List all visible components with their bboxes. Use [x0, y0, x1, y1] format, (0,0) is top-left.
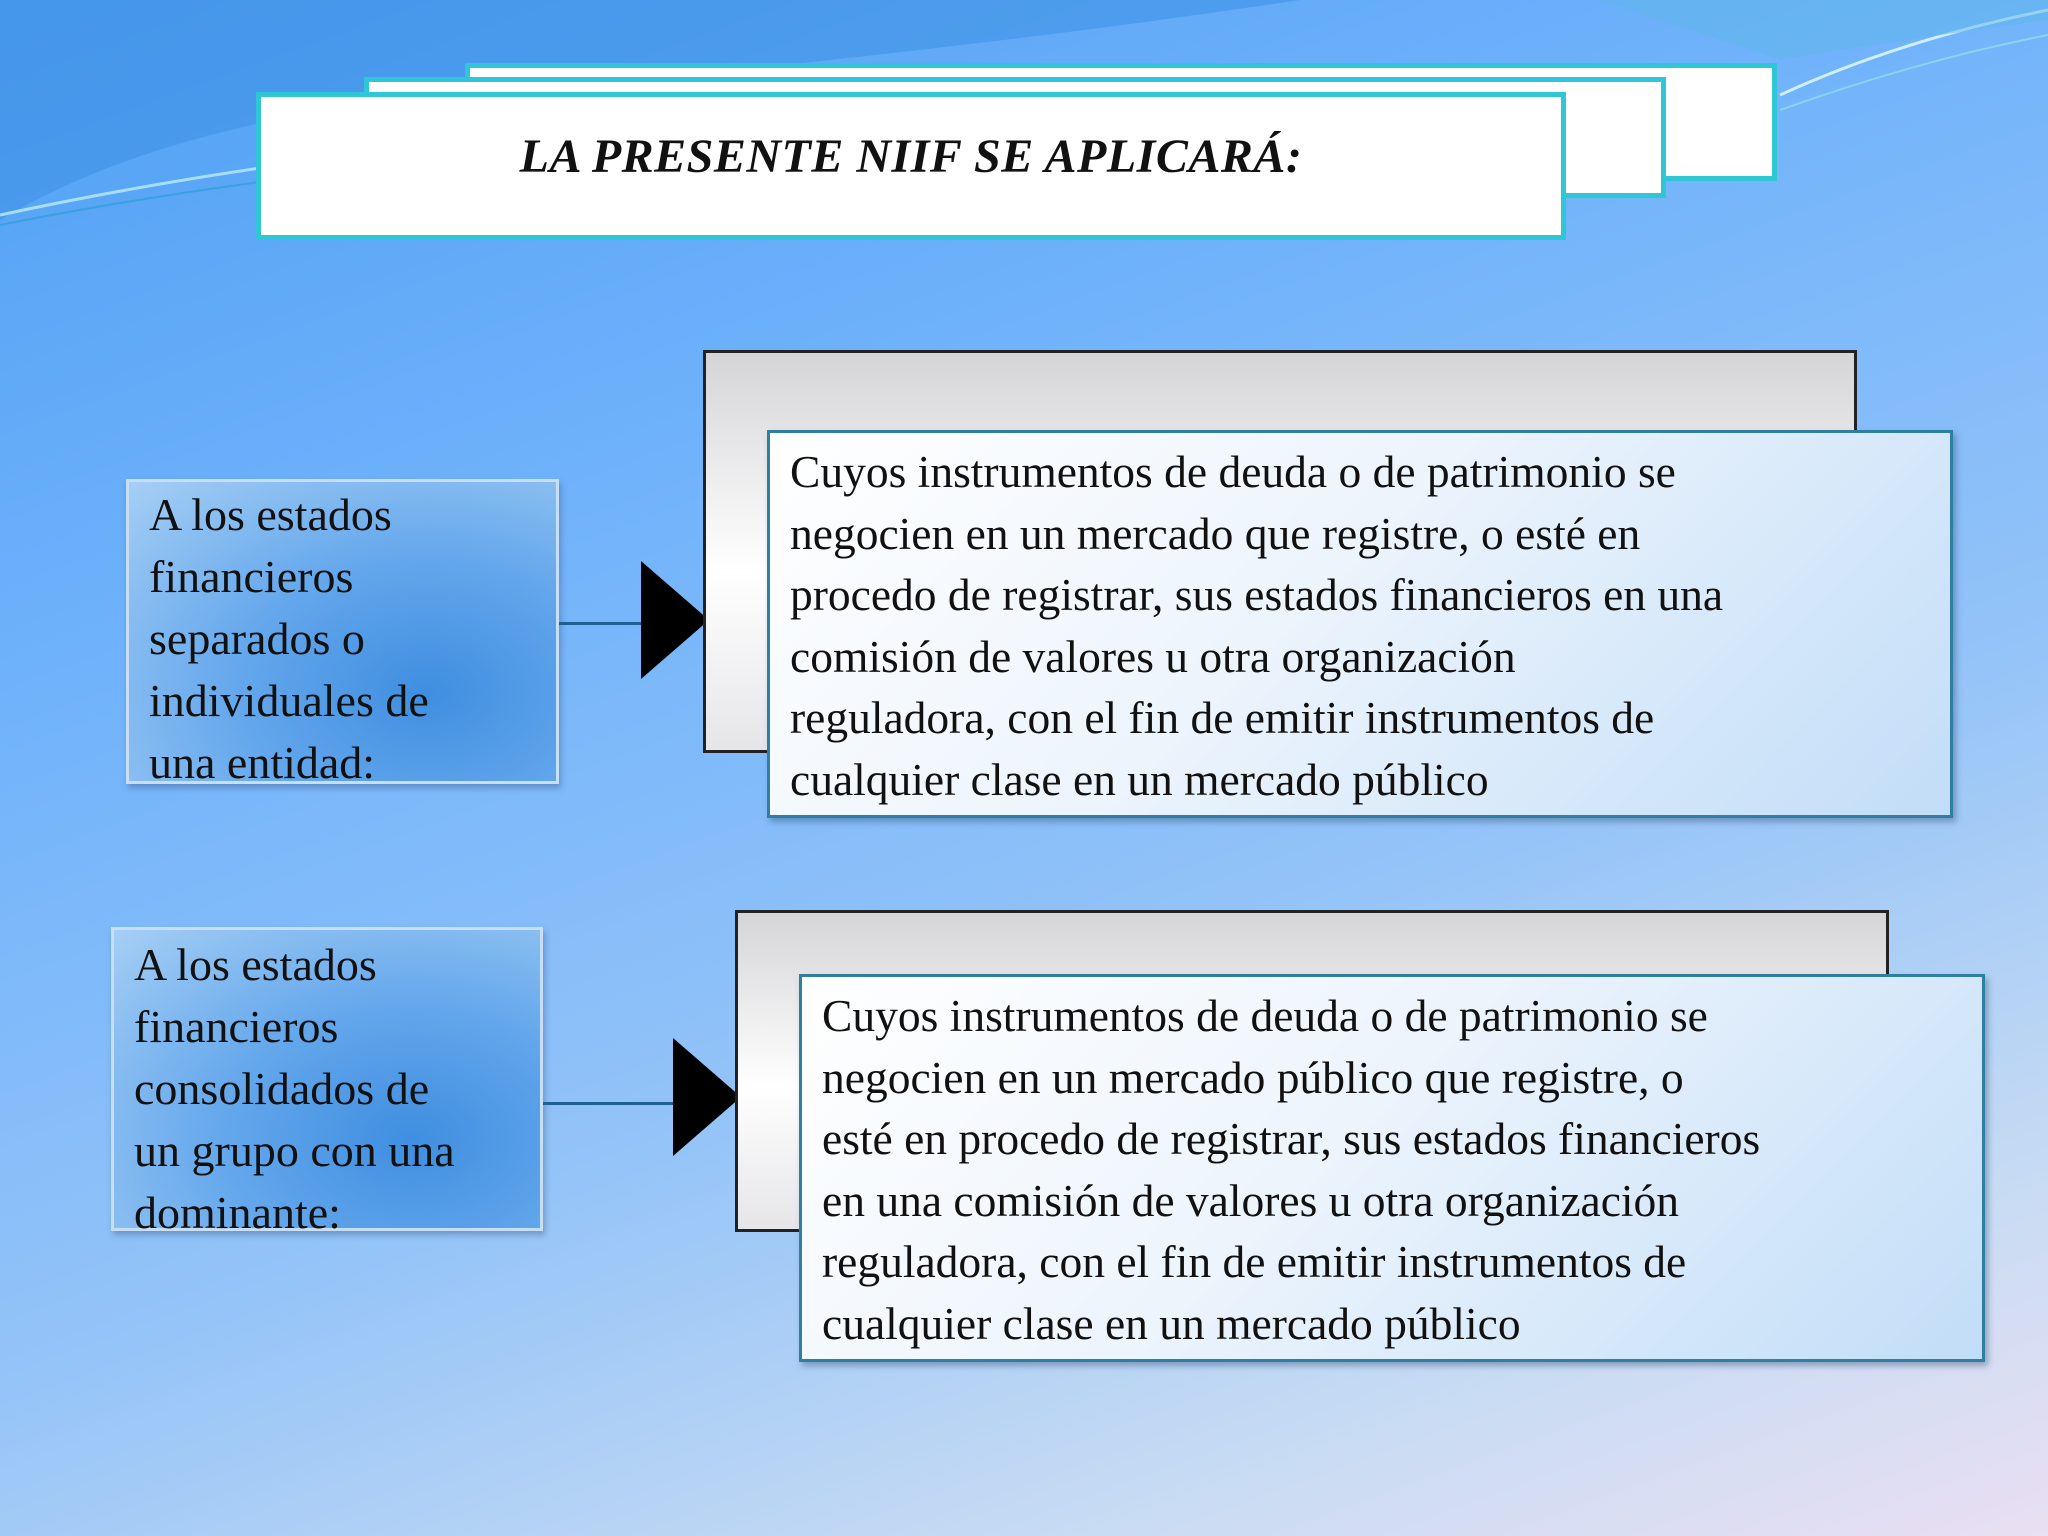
connector-line-2	[543, 1102, 673, 1105]
connector-line-1	[559, 622, 649, 625]
title-banner	[256, 92, 1566, 240]
description-box-2: Cuyos instrumentos de deuda o de patrimonio se negocien en un mercado público que registre, o esté en procedo de registrar, sus estados financieros en una comisión de valores u otra organización reguladora, con el fin de emitir instrumentos de cualquier clase en un mercado público	[799, 974, 1985, 1362]
arrow-right-icon-1	[639, 559, 711, 681]
description-box-1: Cuyos instrumentos de deuda o de patrimonio se negocien en un mercado que registre, o esté en procedo de registrar, sus estados financieros en una comisión de valores u otra organización reguladora, con el fin de emitir instrumentos de cualquier clase en un mercado público	[767, 430, 1953, 818]
category-box-separate-statements: A los estados financieros separados o individuales de una entidad:	[126, 479, 559, 784]
category-box-consolidated-statements: A los estados financieros consolidados de un grupo con una dominante:	[111, 927, 543, 1231]
arrow-right-icon-2	[671, 1036, 743, 1158]
page-title: LA PRESENTE NIIF SE APLICARÁ:	[519, 129, 1303, 183]
